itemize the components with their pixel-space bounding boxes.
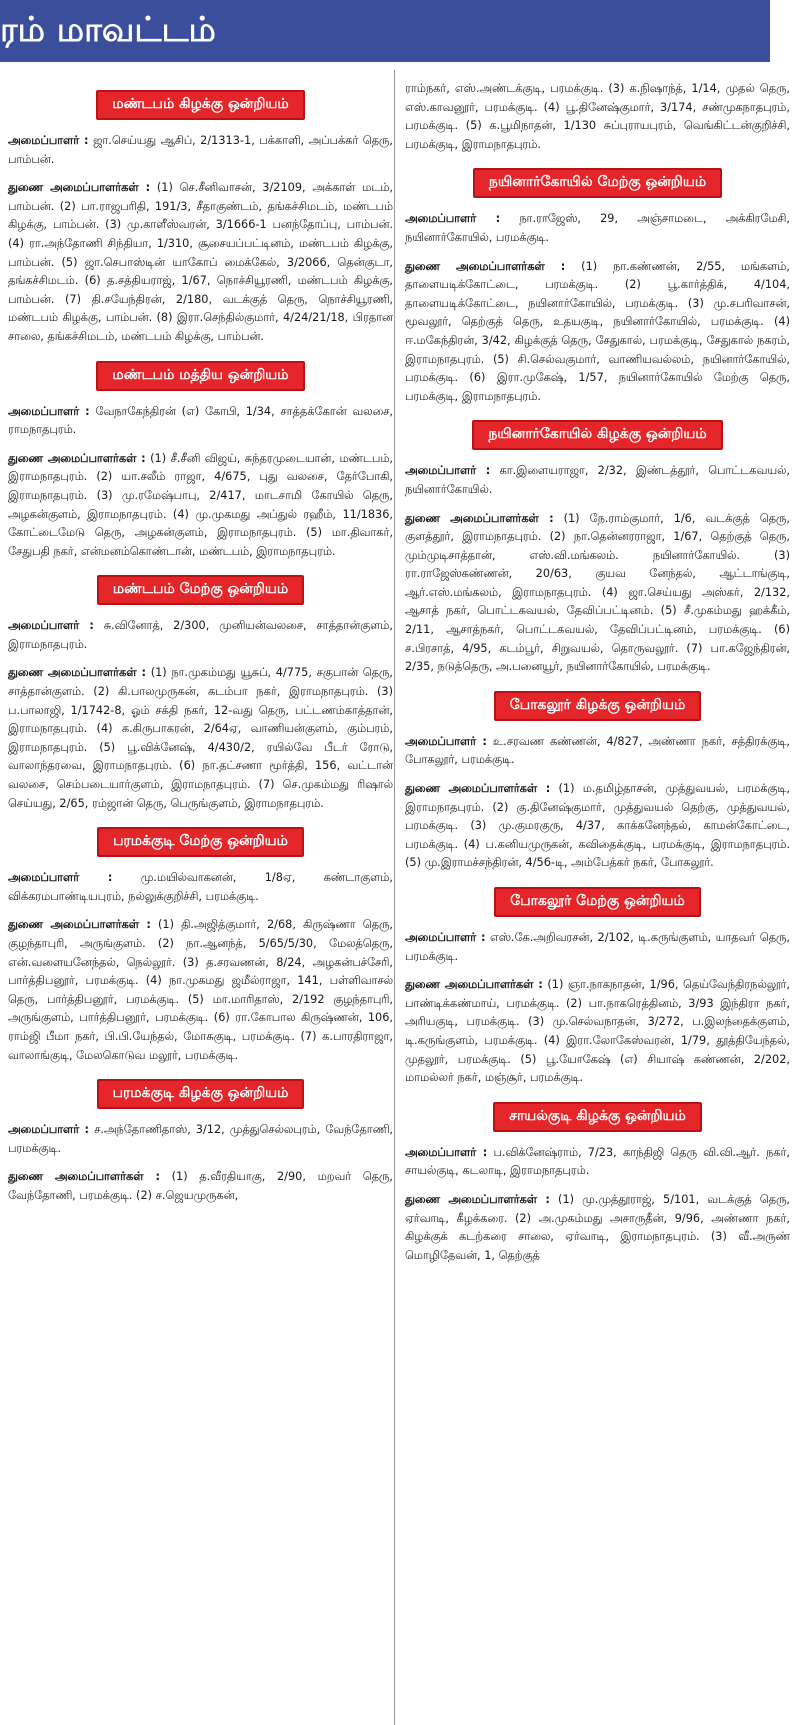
section-heading: சாயல்குடி கிழக்கு ஒன்றியம்: [405, 1102, 790, 1132]
section-heading: மண்டபம் மத்திய ஒன்றியம்: [8, 361, 393, 391]
deputies-paragraph: துணை அமைப்பாளர்கள் : (1) சீ.சீனி விஜய், சுந்தரமுடையான், மண்டபம், இராமநாதபுரம். (2) யா.சலீம் ராஜா, 4/675, புது வலசை, தேர்போகி, இராமநாதபுரம். (3) மு.ரமேஷ்பாபு, 2/417, மாடசாமி கோயில் தெரு, அழகன்குளம், இராமநாதபுரம். (4) மு.முகமது அப்துல் ரஹீம், 11/1836, கோட்டைமேடு தெரு, அழகன்குளம், இராமநாதபுரம். (5) மா.திவாகர், சேதுபதி நகர், என்மனம்கொண்டான், மண்டபம், இராமநாதபுரம்.: [8, 451, 393, 558]
deputies-paragraph: துணை அமைப்பாளர்கள் : (1) ம.தமிழ்தாசன், முத்துவயல், பரமக்குடி, இராமநாதபுரம். (2) கு.தினேஷ்குமார், முத்துவயல் தெற்கு, முத்துவயல், பரமக்குடி. (3) மு.குமரகுரு, 4/37, காக்கனேந்தல், காமன்கோட்டை, பரமக்குடி. (4) ப.கனியமுருகன், கவிதைக்குடி, பரமக்குடி, இராமநாதபுரம். (5) மு.இராமச்சந்திரன், 4/56-டி, அம்பேத்கர் நகர், போகலூர்.: [405, 782, 790, 870]
deputies-paragraph: துணை அமைப்பாளர்கள் : (1) தி.அஜித்குமார், 2/68, கிருஷ்ணா தெரு, குழந்தாபுரி, அருங்குளம். (2) நா.ஆனந்த், 5/65/5/30, மேலத்தெரு, என்.வளையனேந்தல், நெல்லூர். (3) த.சரவணன், 8/24, அழகன்பச்சேரி, பார்த்திபனூர், பரமக்குடி. (4) நா.முகமது ஜமீல்ராஜா, 141, பள்ளிவாசல் தெரு, பார்த்திபனூர், பரமக்குடி. (5) மா.மாரிதாஸ், 2/192 குழந்தாபுரி, அருங்குளம், பார்த்திபனூர், பரமக்குடி. (6) ரா.கோபால கிருஷ்ணன், 106, ராம்ஜி பீமா நகர், பி.பி.யேந்தல், மோசுகுடி, பரமக்குடி. (7) க.பாரதிராஜா, வாலாங்குடி, மேலகொடுவ மலூர், பரமக்குடி.: [8, 918, 394, 1062]
section-heading: நயினார்கோயில் மேற்கு ஒன்றியம்: [405, 168, 790, 198]
deputies-paragraph: துணை அமைப்பாளர்கள் : (1) நா.முகம்மது யூசுப், 4/775, சகுபான் தெரு, சாத்தான்குளம். (2) கி.பாலமுருகன், கடம்பா நகர், இராமநாதபுரம். (3) ப.பாலாஜி, 1/1742-8, ஓம் சக்தி நகர், 12-வது தெரு, பட்டணம்காத்தான், இராமநாதபுரம். (4) க.கிருபாகரன், 2/64ஏ, வாணியன்குளம், கும்பரம், இராமநாதபுரம். (5) பூ.விக்னேஷ், 4/430/2, ரயில்வே பீடர் ரோடு, வாலாந்தரவை, இராமநாதபுரம். (6) நா.தட்சணா மூர்த்தி, 156, வட்டான் வலசை, செம்படையார்குளம், இராமநாதபுரம். (7) செ.முகம்மது ரிஷால் செய்யது, 2/65, ரம்ஜான் தெரு, பெருங்குளம், இராமநாதபுரம்.: [8, 666, 393, 810]
continued-paragraph: ராம்நகர், எஸ்.அண்டக்குடி, பரமக்குடி. (3) க.நிஷாந்த், 1/14, முதல் தெரு, எஸ்.காவனூர், பரமக்குடி. (4) பூ.தினேஷ்குமார், 3/174, சண்முகநாதபுரம், பரமக்குடி. (5) க.பூமிநாதன், 1/130 சுப்புராயபுரம், வெங்கிட்டன்குறிச்சி, பரமக்குடி, இராமநாதபுரம்.: [405, 82, 790, 151]
section-heading: பரமக்குடி கிழக்கு ஒன்றியம்: [8, 1079, 393, 1109]
organizer-paragraph: அமைப்பாளர் : எஸ்.கே.அறிவரசன், 2/102, டி.கருங்குளம், யாதவர் தெரு, பரமக்குடி.: [405, 931, 790, 963]
deputies-paragraph: துணை அமைப்பாளர்கள் : (1) ஞா.நாகநாதன், 1/96, தெய்வேந்திரநல்லூர், பாண்டிக்கண்மாய், பரமக்குடி. (2) பா.நாகரெத்தினம், 3/93 இந்திரா நகர், அரியகுடி, பரமக்குடி. (3) மு.செல்வநாதன், 3/272, ப.இலந்தைக்குளம், டி.கருங்குளம், பரமக்குடி. (4) இரா.லோகேஸ்வரன், 1/79, தூத்தியேந்தல், முதலூர், பரமக்குடி. (5) பூ.யோகேஷ் (எ) சியாஷ் கண்ணன், 2/202, மாமல்லர் நகர், மஞ்சூர், பரமக்குடி.: [405, 978, 791, 1085]
section-heading: நயினார்கோயில் கிழக்கு ஒன்றியம்: [405, 420, 790, 450]
organizer-paragraph: அமைப்பாளர் : கா.இளையராஜா, 2/32, இண்டத்தூர், பொட்டகவயல், நயினார்கோயில்.: [405, 464, 790, 496]
banner-title: ரம் மாவட்டம்: [0, 10, 216, 50]
organizer-paragraph: அமைப்பாளர் : ச.அந்தோணிதாஸ், 3/12, முத்துசெல்லபுரம், வேந்தோணி, பரமக்குடி.: [8, 1123, 393, 1155]
organizer-paragraph: அமைப்பாளர் : மு.மயில்வாகனன், 1/8ஏ, கண்டாகுளம், விக்கரமபாண்டியபுரம், நல்லுக்குறிச்சி, பரமக்குடி.: [8, 871, 393, 903]
deputies-paragraph: துணை அமைப்பாளர்கள் : (1) செ.சீனிவாசன், 3/2109, அக்காள் மடம், பாம்பன். (2) பா.ராஜபரிதி, 191/3, சீதாகுண்டம், தங்கச்சிமடம், மண்டபம் கிழக்கு, பாம்பன். (3) மு.காளீஸ்வரன், 3/1666-1 பனந்தோப்பு, பாம்பன். (4) ரா.அந்தோணி சிந்தியா, 1/310, சூசையப்பட்டினம், மண்டபம் கிழக்கு, பாம்பன். (5) ஜா.செபாஸ்டின் யாகோப் மைக்கேல், 3/2066, தென்குடா, தங்கச்சிமடம். (6) த.சத்தியராஜ், 1/67, நொச்சியூரணி, மண்டபம் கிழக்கு, பாம்பன். (7) தி.சயேந்திரன், 2/180, வடக்குத் தெரு, நொச்சியூரணி, மண்டபம் கிழக்கு, பாம்பன். (8) இரா.செந்தில்குமார், 4/24/21/18, பிரதான சாலை, தங்கச்சிமடம், மண்டபம் கிழக்கு, பாம்பன்.: [8, 181, 393, 343]
deputies-paragraph: துணை அமைப்பாளர்கள் : (1) நே.ராம்குமார், 1/6, வடக்குத் தெரு, குளத்தூர், இராமநாதபுரம். (2) நா.தென்னரராஜா, 1/67, தெற்குத் தெரு, மும்முடிசாத்தான், எஸ்.வி.மங்கலம். நயினார்கோயில். (3) ரா.ராஜேஸ்கண்ணன், 20/63, குயவ னேந்தல், ஆட்டாங்குடி, ஆர்.எஸ்.மங்கலம், இராமநாதபுரம். (4) ஜா.செய்யது அஸ்கர், 2/132, ஆசாத் நகர், பொட்டகவயல், தேவிப்பட்டினம். (5) சீ.முகம்மது ஹக்கீம், 2/11, ஆசாத்நகர், பொட்டகவயல், தேவிப்பட்டினம், பரமக்குடி. (6) ச.பிரசாத், 4/95, கடம்பூர், சிறுவயல், தொருவலூர். (7) பா.கஜேந்திரன், 2/35, நடுத்தெரு, அ.பனையூர், நயினார்கோயில், பரமக்குடி.: [405, 511, 790, 674]
organizer-paragraph: அமைப்பாளர் : ப.விக்னேஷ்ராம், 7/23, காந்திஜி தெரு வி.வி.ஆர். நகர், சாயல்குடி, கடலாடி, இராமநாதபுரம்.: [405, 1145, 790, 1178]
right-column: [405, 80, 790, 1275]
section-heading: போகலூர் கிழக்கு ஒன்றியம்: [405, 691, 790, 721]
section-heading: போகலூர் மேற்கு ஒன்றியம்: [405, 887, 790, 917]
banner-edge: [770, 0, 800, 62]
organizer-paragraph: அமைப்பாளர் : சு.வினோத், 2/300, முனியன்வலசை, சாத்தான்குளம், இராமநாதபுரம்.: [8, 619, 393, 651]
organizer-paragraph: அமைப்பாளர் : ஜா.செய்யது ஆசிப், 2/1313-1, பக்காளி, அப்பக்கர் தெரு, பாம்பன்.: [8, 134, 393, 166]
left-column: [8, 80, 393, 1216]
deputies-paragraph: துணை அமைப்பாளர்கள் : (1) மு.முத்தூராஜ், 5/101, வடக்குத் தெரு, ஏர்வாடி, கீழக்கரை. (2) அ.முகம்மது அசாருதீன், 9/96, அண்ணா நகர், கிழக்குக் கடற்கரை சாலை, ஏர்வாடி, இராமநாதபுரம். (3) வீ.அருண் மொழிதேவன், 1, தெற்குத்: [405, 1192, 791, 1262]
district-banner: [0, 0, 800, 62]
organizer-paragraph: அமைப்பாளர் : வேநாகேந்திரன் (எ) கோபி, 1/34, சாத்தக்கோன் வலசை, ராமநாதபுரம்.: [8, 404, 393, 437]
section-heading: பரமக்குடி மேற்கு ஒன்றியம்: [8, 827, 393, 857]
section-heading: மண்டபம் கிழக்கு ஒன்றியம்: [8, 90, 393, 120]
deputies-paragraph: துணை அமைப்பாளர்கள் : (1) த.வீரதியாகு, 2/90, மறவர் தெரு, வேந்தோணி, பரமக்குடி. (2) ச.ஜெயமுருகன்,: [8, 1170, 393, 1202]
deputies-paragraph: துணை அமைப்பாளர்கள் : (1) நா.கண்ணன், 2/55, மங்களம், தாளையடிக்கோட்டை, பரமக்குடி. (2) பூ.கார்த்திக், 4/104, தாளையடிக்கோட்டை, நயினார்கோயில், பரமக்குடி. (3) மு.சபரிவாசன், மூவலூர், தெற்குத் தெரு, உதயகுடி, நயினார்கோயில், பரமக்குடி. (4) ஈ.மகேந்திரன், 3/42, கிழக்குத் தெரு, சேதுகால், பரமக்குடி, சேதுகால் நகரம், இராமநாதபுரம். (5) சி.செல்வகுமார், வாணியவல்லம், நயினார்கோயில், பரமக்குடி. (6) இரா.முகேஷ், 1/57, நயினார்கோயில் மேற்கு தெரு, பரமக்குடி, இராமநாதபுரம்.: [405, 259, 790, 403]
section-heading: மண்டபம் மேற்கு ஒன்றியம்: [8, 575, 393, 605]
organizer-paragraph: அமைப்பாளர் : உ.சரவண கண்ணன், 4/827, அண்ணா நகர், சத்திரக்குடி, போகலூர், பரமக்குடி.: [405, 734, 790, 767]
column-divider: [394, 70, 395, 1725]
organizer-paragraph: அமைப்பாளர் : நா.ராஜேஸ், 29, அஞ்சாமடை, அக்கிரமேசி, நயினார்கோயில், பரமக்குடி.: [405, 212, 790, 244]
